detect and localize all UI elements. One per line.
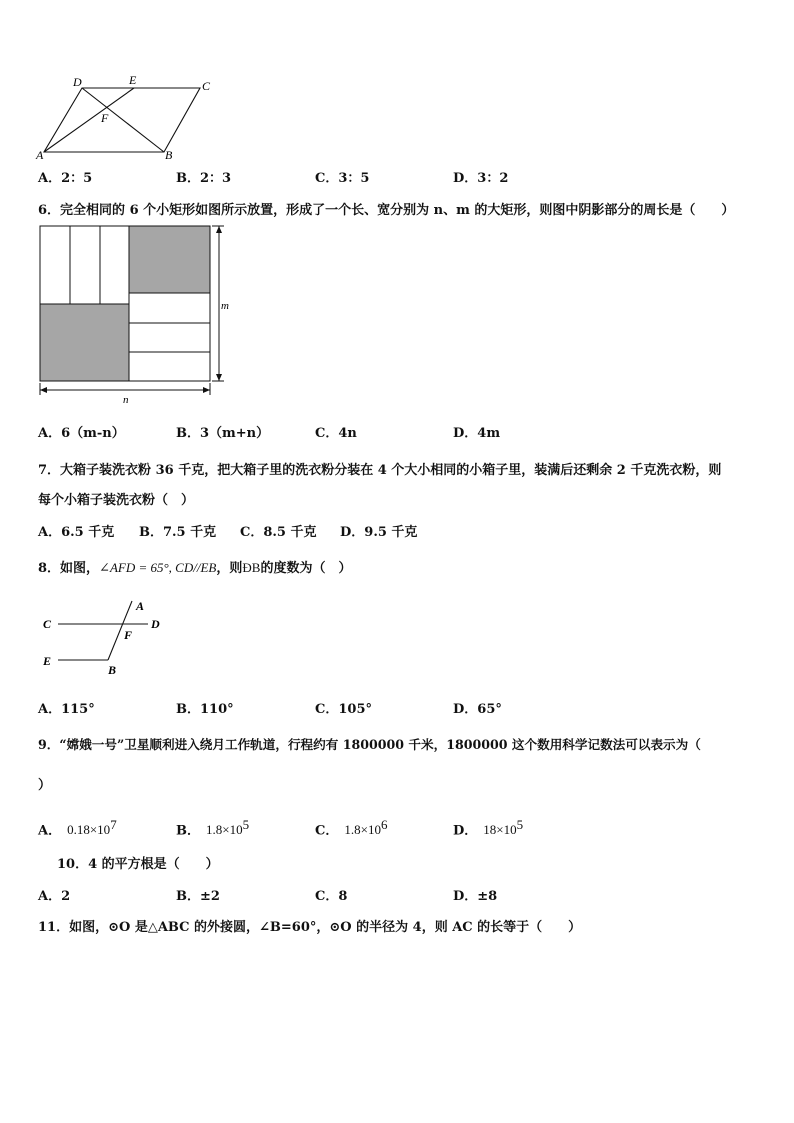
q5-line-AE (44, 88, 134, 152)
q8-question-text (38, 557, 351, 576)
q8-label-D: D (151, 617, 160, 631)
q10-question-text: 10．4 的平方根是（ ） (57, 857, 219, 872)
q8-option-d[interactable]: D．65° (453, 702, 502, 717)
q7-question-line1: 7．大箱子装洗衣粉 36 千克，把大箱子里的洗衣粉分装在 4 个大小相同的小箱子里，装满后还剩余 2 千克洗衣粉，则 (38, 463, 722, 478)
q9-option-b[interactable]: B． $1.8\times 10^5$ (176, 817, 250, 839)
q8-formula: ∠AFD = 65°, CD//EB (99, 560, 217, 575)
q6-shaded-top-right (129, 226, 210, 293)
q8-prefix: 8．如图， (38, 561, 100, 576)
q6-rectangles-figure (34, 220, 234, 406)
q5-parallelogram (44, 88, 200, 152)
q5-parallelogram-figure (30, 70, 220, 165)
q8-parallel-lines-figure (36, 595, 176, 680)
q6-shaded-bottom-left (40, 304, 129, 381)
q8-label-C: C (43, 617, 52, 631)
q6-label-m: m (221, 300, 229, 312)
q5-option-c[interactable]: C．3：5 (315, 171, 370, 186)
q7-option-c[interactable]: C．8.5 千克 (240, 525, 317, 540)
q9-question-line2: ） (38, 778, 52, 793)
q5-line-DB (82, 88, 164, 152)
q5-label-F: F (101, 111, 109, 125)
q7-question-line2: 每个小箱子装洗衣粉（ ） (38, 493, 195, 508)
q9-option-a[interactable]: A． $0.18\times 10^7$ (38, 817, 117, 839)
q10-option-d[interactable]: D．±8 (453, 889, 498, 904)
q8-middle: ，则 (216, 561, 243, 576)
q6-option-d[interactable]: D．4m (453, 426, 501, 441)
q5-label-C: C (202, 79, 211, 93)
q5-option-d[interactable]: D．3：2 (453, 171, 509, 186)
q6-label-n: n (123, 394, 129, 406)
q8-suffix: 的度数为（ ） (260, 561, 352, 576)
q9-question-line1: 9．“嫦娥一号”卫星顺利进入绕月工作轨道，行程约有 1800000 千米，1800000 这个数用科学记数法可以表示为（ (38, 737, 701, 752)
q7-option-d[interactable]: D．9.5 千克 (340, 525, 418, 540)
q8-label-E: E (43, 654, 52, 668)
q5-label-A: A (36, 148, 44, 162)
q7-option-a[interactable]: A．6.5 千克 (38, 525, 115, 540)
q5-option-b[interactable]: B．2：3 (176, 171, 232, 186)
q6-option-b[interactable]: B．3（m+n） (176, 426, 270, 441)
q6-question-text: 6．完全相同的 6 个小矩形如图所示放置，形成了一个长、宽分别为 n、m 的大矩形，则图中阴影部分的周长是（ ） (38, 203, 735, 218)
q10-option-c[interactable]: C．8 (315, 889, 348, 904)
q8-option-b[interactable]: B．110° (176, 702, 234, 717)
q10-option-a[interactable]: A．2 (38, 889, 71, 904)
q6-option-c[interactable]: C．4n (315, 426, 357, 441)
q7-option-b[interactable]: B．7.5 千克 (139, 525, 217, 540)
q5-label-D: D (73, 75, 82, 89)
q8-label-A: A (136, 599, 145, 613)
q10-option-b[interactable]: B．±2 (176, 889, 220, 904)
q8-label-F: F (124, 628, 133, 642)
q5-option-a[interactable]: A．2：5 (38, 171, 93, 186)
q8-option-a[interactable]: A．115° (38, 702, 95, 717)
q5-label-E: E (129, 73, 137, 87)
q8-label-B: B (108, 663, 117, 677)
q6-option-a[interactable]: A．6（m-n） (38, 426, 125, 441)
q9-option-d[interactable]: D． $18\times 10^5$ (453, 817, 524, 839)
q8-angle-b: ÐB (242, 560, 261, 575)
q8-option-c[interactable]: C．105° (315, 702, 372, 717)
q11-question-text: 11．如图，⊙O 是△ABC 的外接圆，∠B=60°，⊙O 的半径为 4，则 AC 的长等于（ ） (38, 920, 582, 935)
q9-option-c[interactable]: C． $1.8\times 10^6$ (315, 817, 388, 839)
q5-label-B: B (165, 148, 173, 162)
